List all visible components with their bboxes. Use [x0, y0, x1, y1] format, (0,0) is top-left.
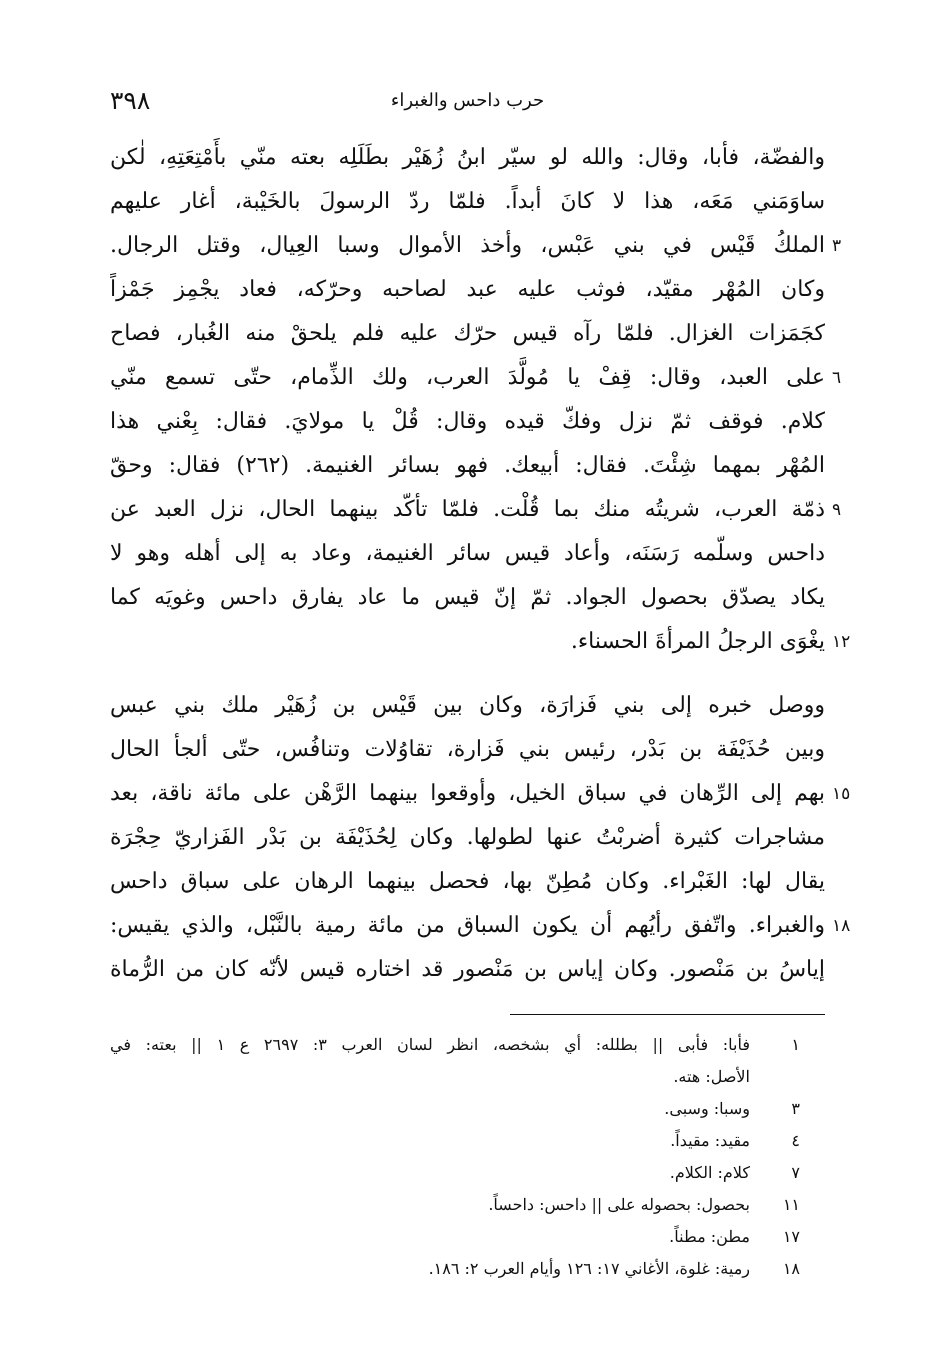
footnote-number: ٧ — [791, 1163, 800, 1182]
body-line: والفضّة، فأبا، وقال: والله لو سيّر ابنُ زُهَيْر بطَلَلِه بعته منّي بأَمْتِعَتِهِ، لٰكن — [110, 145, 825, 170]
page-header — [110, 84, 825, 118]
body-line: بهم إلى الرِّهان في سباق الخيل، وأوقعوا بينهما الرَّهْن على مائة ناقة، بعد — [110, 781, 825, 806]
line-number: ٩ — [832, 500, 842, 520]
body-line: وبين حُذَيْفَة بن بَدْر، رئيس بني فَزارة، تقاوُلات وتنافُس، حتّى ألجأ الحال — [110, 737, 825, 762]
body-line: ساوَمَني مَعَه، هذا لا كانَ أبداً. فلمّا ردّ الرسولَ بالخَيْبة، أغار عليهم — [110, 189, 825, 214]
body-line: المُهْر بمهما شِئْتَ. فقال: أبيعك. فهو بسائر الغنيمة. (٢٦٢) فقال: وحقّ — [110, 453, 825, 478]
footnote-text: الأصل: هته. — [673, 1067, 750, 1086]
footnote-separator — [510, 1014, 825, 1015]
footnote-text: وسبا: وسبى. — [664, 1099, 750, 1118]
body-line: إياسُ بن مَنْصور. وكان إياس بن مَنْصور قد اختاره قيس لأنّه كان من الرُّماة — [110, 957, 825, 982]
footnote-number: ١٨ — [782, 1259, 800, 1278]
body-line: والغبراء. واتّفق رأيُهم أن يكون السباق من مائة رمية بالنَّبْل، والذي يقيس: — [110, 913, 825, 938]
body-line: الملكُ قَيْس في بني عَبْس، وأخذ الأموال وسبا العِيال، وقتل الرجال. — [110, 233, 825, 258]
footnote-text: كلام: الكلام. — [669, 1163, 750, 1182]
body-line: يكاد يصدّق بحصول الجواد. ثمّ إنّ قيس ما عاد يفارق داحس وغويَه كما — [110, 585, 825, 610]
body-line: كجَمَزات الغزال. فلمّا رآه قيس حرّك عليه فلم يلحقْ منه الغُبار، فصاح — [110, 321, 825, 346]
footnote-text: فأبا: فأبى || بطلله: أي بشخصه، انظر لسان العرب ٣: ٢٦٩٧ ع ١ || بعته: في — [110, 1035, 750, 1054]
body-line: على العبد، وقال: قِفْ يا مُولَّدَ العرب، ولك الذِّمام، حتّى تسمع منّي — [110, 365, 825, 390]
body-line: ذمّة العرب، شريتُه منك بما قُلْت. فلمّا تأكّد بينهما الحال، نزل العبد عن — [110, 497, 825, 522]
body-line: وكان المُهْر مقيّد، فوثب عليه عبد لصاحبه وحرّكه، فعاد يجْمِز جَمْزاً — [110, 277, 825, 302]
body-line: كلام. فوقف ثمّ نزل وفكّ قيده وقال: قُلْ يا مولايَ. فقال: بِعْني هذا — [110, 409, 825, 434]
footnote-number: ١ — [791, 1035, 800, 1054]
footnote-text: مطن: مطناً. — [669, 1227, 750, 1246]
line-number: ١٥ — [832, 784, 851, 804]
body-line: مشاجرات كثيرة أضربْتُ عنها لطولها. وكان لِحُذَيْفَة بن بَدْر الفَزاريّ حِجْرَة — [110, 825, 825, 850]
footnote-number: ١١ — [782, 1195, 800, 1214]
body-line: داحس وسلّمه رَسَنَه، وأعاد قيس سائر الغنيمة، وعاد به إلى أهله وهو لا — [110, 541, 825, 566]
page-number: ٣٩٨ — [110, 86, 151, 115]
footnote-number: ٣ — [791, 1099, 800, 1118]
body-line: يقال لها: الغَبْراء. وكان مُطِنّ بها، فحصل بينهما الرهان على سباق داحس — [110, 869, 825, 894]
footnote-number: ٤ — [791, 1131, 800, 1150]
footnote-text: مقيد: مقيداً. — [670, 1131, 750, 1150]
line-number: ٦ — [832, 368, 842, 388]
line-number: ١٨ — [832, 916, 851, 936]
running-title: حرب داحس والغبراء — [390, 90, 545, 111]
line-number: ٣ — [832, 236, 842, 256]
body-line: ووصل خبره إلى بني فَزارَة، وكان بين قَيْس بن زُهَيْر ملك بني عبس — [110, 693, 825, 718]
body-line: يغْوَى الرجلُ المرأةَ الحسناء. — [570, 629, 825, 654]
footnote-text: رمية: غلوة، الأغاني ١٧: ١٢٦ وأيام العرب ٢: ١٨٦. — [428, 1259, 750, 1278]
line-number: ١٢ — [832, 632, 851, 652]
footnote-text: بحصول: بحصوله على || داحس: داحساً. — [488, 1195, 750, 1214]
footnote-number: ١٧ — [782, 1227, 800, 1246]
